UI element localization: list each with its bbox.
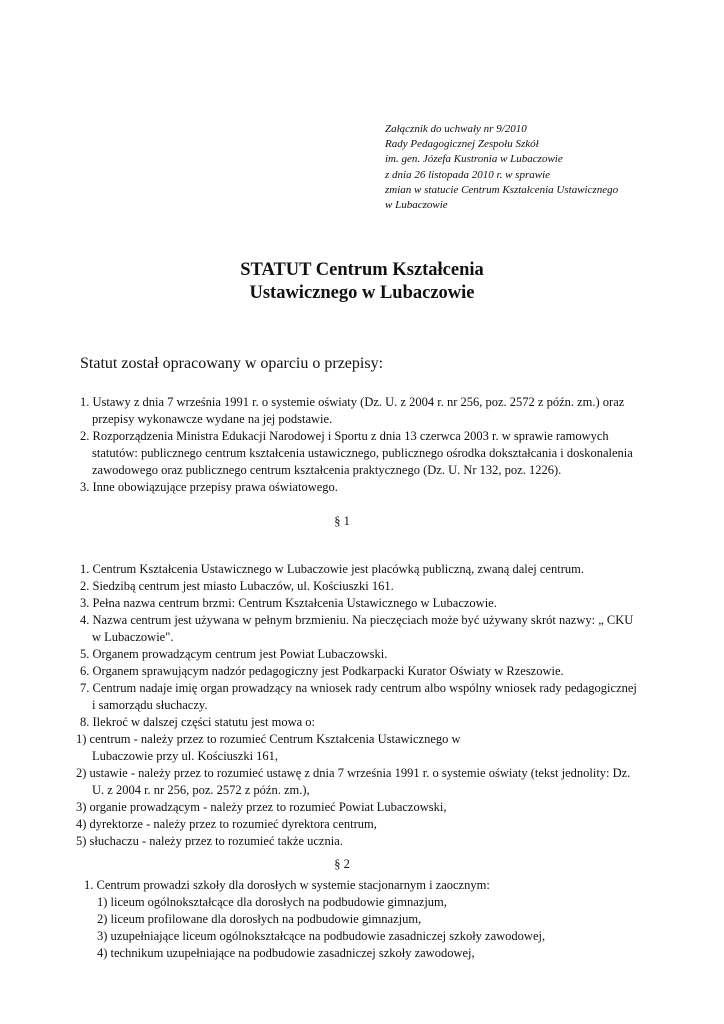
section2-item: 1. Centrum prowadzi szkoły dla dorosłych w systemie stacjonarnym i zaocznym: <box>84 878 490 892</box>
basis-item: 2. Rozporządzenia Ministra Edukacji Narodowej i Sportu z dnia 13 czerwca 2003 r. w sprawie ramowych <box>80 429 609 443</box>
annex-line: w Lubaczowie <box>385 199 448 212</box>
title-line-1: STATUT Centrum Kształcenia <box>240 260 484 280</box>
annex-line: Rady Pedagogicznej Zespołu Szkół <box>385 138 539 151</box>
annex-line: Załącznik do uchwały nr 9/2010 <box>385 123 527 135</box>
section1-item: 3. Pełna nazwa centrum brzmi: Centrum Kształcenia Ustawicznego w Lubaczowie. <box>80 596 497 610</box>
annex-line: zmian w statucie Centrum Kształcenia Ustawicznego <box>385 183 619 196</box>
section1-item: U. z 2004 r. nr 256, poz. 2572 z późn. zm.), <box>92 783 310 797</box>
section2-item: 3) uzupełniające liceum ogólnokształcące na podbudowie zasadniczej szkoły zawodowej, <box>97 929 546 943</box>
section-heading-2: § 2 <box>334 857 350 871</box>
section1-item: 4. Nazwa centrum jest używana w pełnym brzmieniu. Na pieczęciach może być używany skrót nazwy: „ CKU <box>80 613 634 627</box>
section2-item: 2) liceum profilowane dla dorosłych na podbudowie gimnazjum, <box>97 912 422 926</box>
section1-item: 8. Ilekroć w dalszej części statutu jest mowa o: <box>80 715 315 729</box>
section1-item: 1) centrum - należy przez to rozumieć Centrum Kształcenia Ustawicznego w <box>76 732 461 746</box>
section1-item: i samorządu słuchaczy. <box>92 698 208 712</box>
section2-item: 4) technikum uzupełniające na podbudowie zasadniczej szkoły zawodowej, <box>97 946 475 960</box>
basis-item: statutów: publicznego centrum kształcenia ustawicznego, publicznego ośrodka dokształcania i doskonalenia <box>92 446 633 460</box>
section1-item: 6. Organem sprawującym nadzór pedagogiczny jest Podkarpacki Kurator Oświaty w Rzeszowie. <box>80 664 564 678</box>
section1-item: 2. Siedzibą centrum jest miasto Lubaczów, ul. Kościuszki 161. <box>80 579 394 593</box>
section2-item: 1) liceum ogólnokształcące dla dorosłych na podbudowie gimnazjum, <box>97 895 447 909</box>
section1-item: 4) dyrektorze - należy przez to rozumieć dyrektora centrum, <box>76 817 377 831</box>
basis-item: zawodowego oraz publicznego centrum kształcenia praktycznego (Dz. U. Nr 132, poz. 1226). <box>92 463 562 477</box>
section1-item: 1. Centrum Kształcenia Ustawicznego w Lubaczowie jest placówką publiczną, zwaną dalej centrum. <box>80 562 584 576</box>
document-title <box>0 259 724 305</box>
basis-item: przepisy wykonawcze wydane na jej podstawie. <box>92 412 333 426</box>
annex-note <box>385 122 618 213</box>
section1-item: 2) ustawie - należy przez to rozumieć ustawę z dnia 7 września 1991 r. o systemie oświaty (tekst jednolity: Dz. <box>76 766 631 780</box>
section1-item: 5) słuchaczu - należy przez to rozumieć także ucznia. <box>76 834 343 848</box>
section1-item: w Lubaczowie". <box>92 630 174 644</box>
section1-item: 5. Organem prowadzącym centrum jest Powiat Lubaczowski. <box>80 647 388 661</box>
section1-item: 3) organie prowadzącym - należy przez to rozumieć Powiat Lubaczowski, <box>76 800 447 814</box>
basis-item: 1. Ustawy z dnia 7 września 1991 r. o systemie oświaty (Dz. U. z 2004 r. nr 256, poz. 2572 z późn. zm.) oraz <box>80 395 625 409</box>
section-heading-1: § 1 <box>334 514 350 528</box>
annex-line: im. gen. Józefa Kustronia w Lubaczowie <box>385 153 563 166</box>
basis-item: 3. Inne obowiązujące przepisy prawa oświatowego. <box>80 480 338 494</box>
section1-item: 7. Centrum nadaje imię organ prowadzący na wniosek rady centrum albo wspólny wniosek rady pedagogicznej <box>80 681 637 695</box>
title-line-2: Ustawicznego w Lubaczowie <box>249 283 475 303</box>
section1-item: Lubaczowie przy ul. Kościuszki 161, <box>92 749 279 763</box>
intro-text: Statut został opracowany w oparciu o przepisy: <box>80 355 384 372</box>
annex-line: z dnia 26 listopada 2010 r. w sprawie <box>385 168 551 181</box>
